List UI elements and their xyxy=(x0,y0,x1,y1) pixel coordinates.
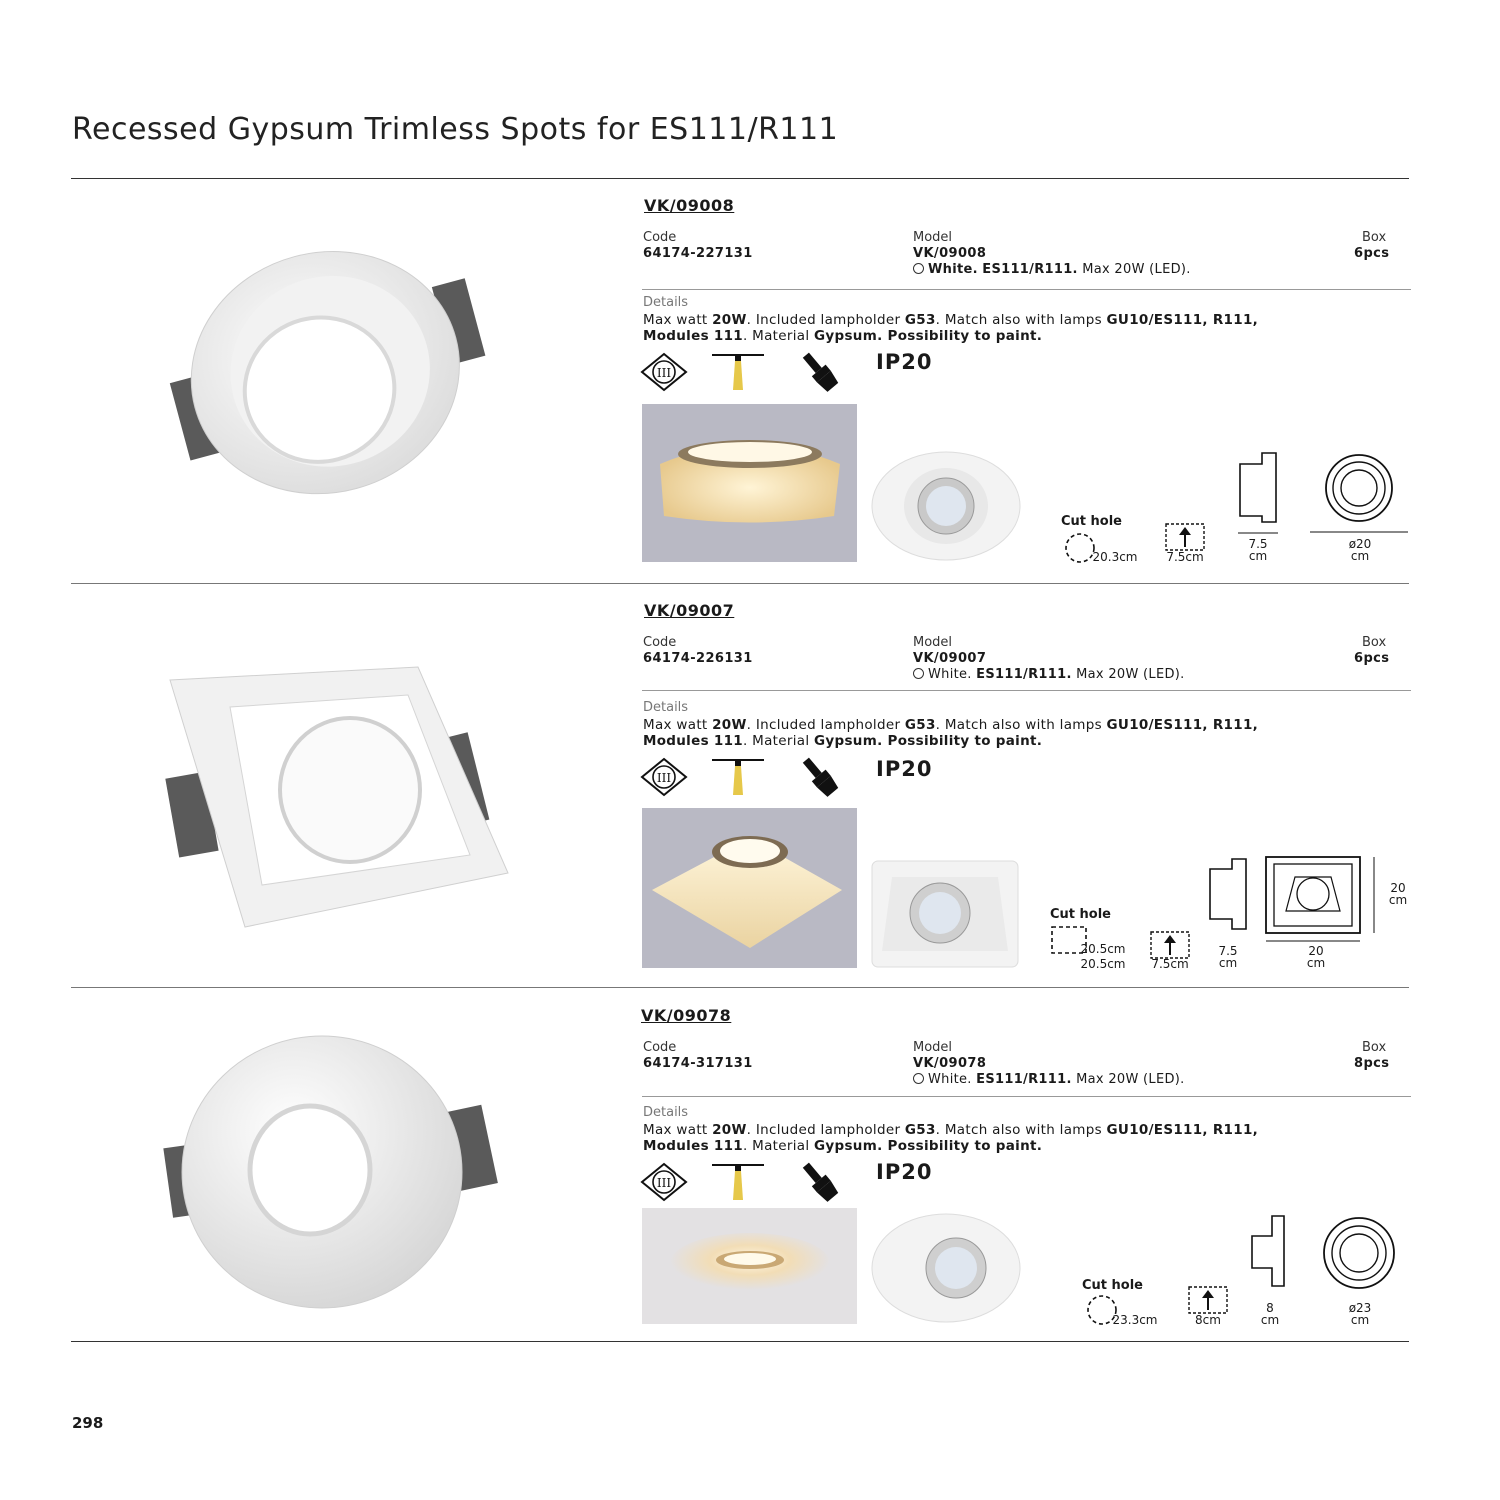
box-label: Box xyxy=(1362,1040,1387,1055)
front-photo xyxy=(870,450,1022,562)
downlight-beam-icon xyxy=(712,352,766,392)
model-heading: VK/09008 xyxy=(644,196,735,215)
variant-line: White. ES111/R111. Max 20W (LED). xyxy=(913,262,1191,277)
cut-hole-dim: 23.3cm xyxy=(1112,1313,1158,1327)
details-label: Details xyxy=(643,295,689,310)
height-dim: 7.5 cm xyxy=(1248,537,1268,563)
ip-rating: IP20 xyxy=(876,1160,933,1184)
product-section-2 xyxy=(0,585,1500,985)
product-section-1 xyxy=(0,180,1500,580)
box-value: 6pcs xyxy=(1354,246,1390,261)
svg-text:III: III xyxy=(656,771,672,785)
details-text: Max watt 20W. Included lampholder G53. Match also with lamps GU10/ES111, R111, Modules 111. Material Gypsum. Possibility to paint. xyxy=(643,312,1259,344)
downlight-beam-icon xyxy=(712,757,766,797)
ambient-photo xyxy=(642,808,857,968)
cut-hole-label: Cut hole xyxy=(1050,907,1111,922)
front-photo xyxy=(870,1212,1022,1324)
paint-brush-icon xyxy=(798,352,842,392)
height-dim: 7.5 cm xyxy=(1218,944,1238,970)
width-dim: 20 cm xyxy=(1306,944,1326,970)
section-rule xyxy=(71,583,1409,584)
code-label: Code xyxy=(643,230,677,245)
front-photo xyxy=(870,859,1020,969)
cut-hole-dim-a: 20.5cm xyxy=(1080,942,1126,956)
details-text: Max watt 20W. Included lampholder G53. Match also with lamps GU10/ES111, R111, Modules 111. Material Gypsum. Possibility to paint. xyxy=(643,1122,1259,1154)
code-value: 64174-227131 xyxy=(643,246,753,261)
cut-hole-dim: 20.3cm xyxy=(1092,550,1138,564)
downlight-beam-icon xyxy=(712,1162,766,1202)
variant-line: White. ES111/R111. Max 20W (LED). xyxy=(913,667,1185,682)
cut-hole-label: Cut hole xyxy=(1082,1278,1143,1293)
model-label: Model xyxy=(913,635,953,650)
divider xyxy=(642,690,1411,691)
ip-rating: IP20 xyxy=(876,350,933,374)
model-value: VK/09007 xyxy=(913,651,987,666)
cut-hole-dim-b: 20.5cm xyxy=(1080,957,1126,971)
product-photo-square xyxy=(150,645,520,945)
depth-dim: 7.5cm xyxy=(1151,957,1189,971)
white-swatch-icon xyxy=(913,668,924,679)
top-view-drawing xyxy=(1262,855,1382,945)
model-value: VK/09008 xyxy=(913,246,987,261)
ambient-photo xyxy=(642,1208,857,1324)
page-number: 298 xyxy=(72,1414,104,1432)
depth-arrow-icon xyxy=(1188,1286,1228,1314)
details-text: Max watt 20W. Included lampholder G53. Match also with lamps GU10/ES111, R111, Modules 111. Material Gypsum. Possibility to paint. xyxy=(643,717,1259,749)
depth-arrow-icon xyxy=(1150,931,1190,959)
code-value: 64174-317131 xyxy=(643,1056,753,1071)
top-view-drawing xyxy=(1306,1216,1412,1306)
model-label: Model xyxy=(913,230,953,245)
section-rule xyxy=(71,987,1409,988)
details-label: Details xyxy=(643,700,689,715)
product-photo-round xyxy=(150,220,520,520)
side-profile-drawing xyxy=(1232,450,1282,532)
box-label: Box xyxy=(1362,230,1387,245)
top-rule xyxy=(71,178,1409,179)
white-swatch-icon xyxy=(913,263,924,274)
depth-dim: 8cm xyxy=(1195,1313,1221,1327)
model-heading: VK/09078 xyxy=(641,1006,732,1025)
svg-text:III: III xyxy=(656,366,672,380)
diameter-dim: ø20 cm xyxy=(1348,537,1372,563)
code-label: Code xyxy=(643,635,677,650)
product-section-3 xyxy=(0,990,1500,1390)
divider xyxy=(642,289,1411,290)
paint-brush-icon xyxy=(798,757,842,797)
variant-line: White. ES111/R111. Max 20W (LED). xyxy=(913,1072,1185,1087)
ip-rating: IP20 xyxy=(876,757,933,781)
details-label: Details xyxy=(643,1105,689,1120)
page-title: Recessed Gypsum Trimless Spots for ES111/R111 xyxy=(72,112,839,148)
depth-arrow-icon xyxy=(1165,523,1205,551)
model-value: VK/09078 xyxy=(913,1056,987,1071)
ambient-photo xyxy=(642,404,857,562)
side-dim: 20 cm xyxy=(1388,881,1408,907)
box-value: 8pcs xyxy=(1354,1056,1390,1071)
model-label: Model xyxy=(913,1040,953,1055)
height-dim: 8 cm xyxy=(1260,1301,1280,1327)
box-label: Box xyxy=(1362,635,1387,650)
svg-text:III: III xyxy=(656,1176,672,1190)
box-value: 6pcs xyxy=(1354,651,1390,666)
side-profile-drawing xyxy=(1246,1214,1292,1290)
code-label: Code xyxy=(643,1040,677,1055)
cut-hole-label: Cut hole xyxy=(1061,514,1122,529)
product-photo-flat-round xyxy=(150,1020,520,1320)
paint-brush-icon xyxy=(798,1162,842,1202)
depth-dim: 7.5cm xyxy=(1166,550,1204,564)
model-heading: VK/09007 xyxy=(644,601,735,620)
diameter-dim: ø23 cm xyxy=(1348,1301,1372,1327)
divider xyxy=(642,1096,1411,1097)
class-iii-icon xyxy=(640,352,688,392)
code-value: 64174-226131 xyxy=(643,651,753,666)
top-view-drawing xyxy=(1306,452,1412,538)
class-iii-icon xyxy=(640,1162,688,1202)
bottom-rule xyxy=(71,1341,1409,1342)
white-swatch-icon xyxy=(913,1073,924,1084)
side-profile-drawing xyxy=(1204,857,1254,933)
class-iii-icon xyxy=(640,757,688,797)
